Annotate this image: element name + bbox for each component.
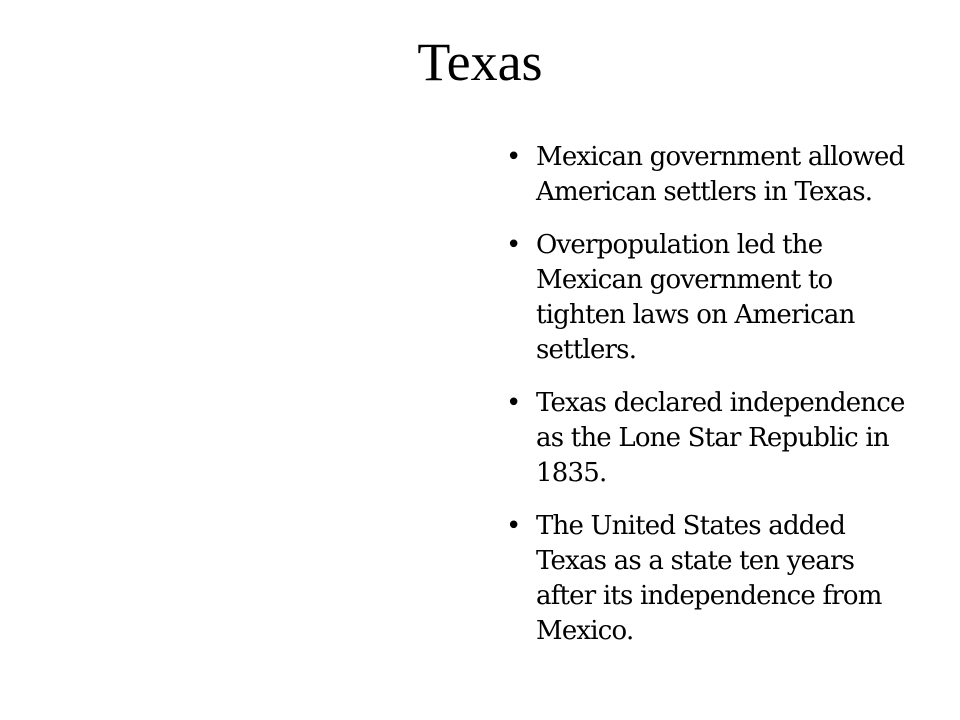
bullet-item xyxy=(506,228,906,368)
bullet-item xyxy=(506,140,906,210)
bullet-dot-icon: • xyxy=(506,388,521,418)
bullet-text: Mexican government allowed American settlers in Texas. xyxy=(536,142,905,207)
bullet-dot-icon: • xyxy=(506,142,521,172)
bullet-text: Texas declared independence as the Lone Star Republic in 1835. xyxy=(536,388,905,488)
bullet-text: The United States added Texas as a state ten years after its independence from Mexico. xyxy=(536,511,882,646)
bullet-list xyxy=(506,140,906,667)
bullet-item xyxy=(506,509,906,649)
slide-title: Texas xyxy=(417,32,543,92)
bullet-dot-icon: • xyxy=(506,230,521,260)
bullet-text: Overpopulation led the Mexican government to tighten laws on American settlers. xyxy=(536,230,855,365)
bullet-item xyxy=(506,386,906,491)
bullet-dot-icon: • xyxy=(506,511,521,541)
